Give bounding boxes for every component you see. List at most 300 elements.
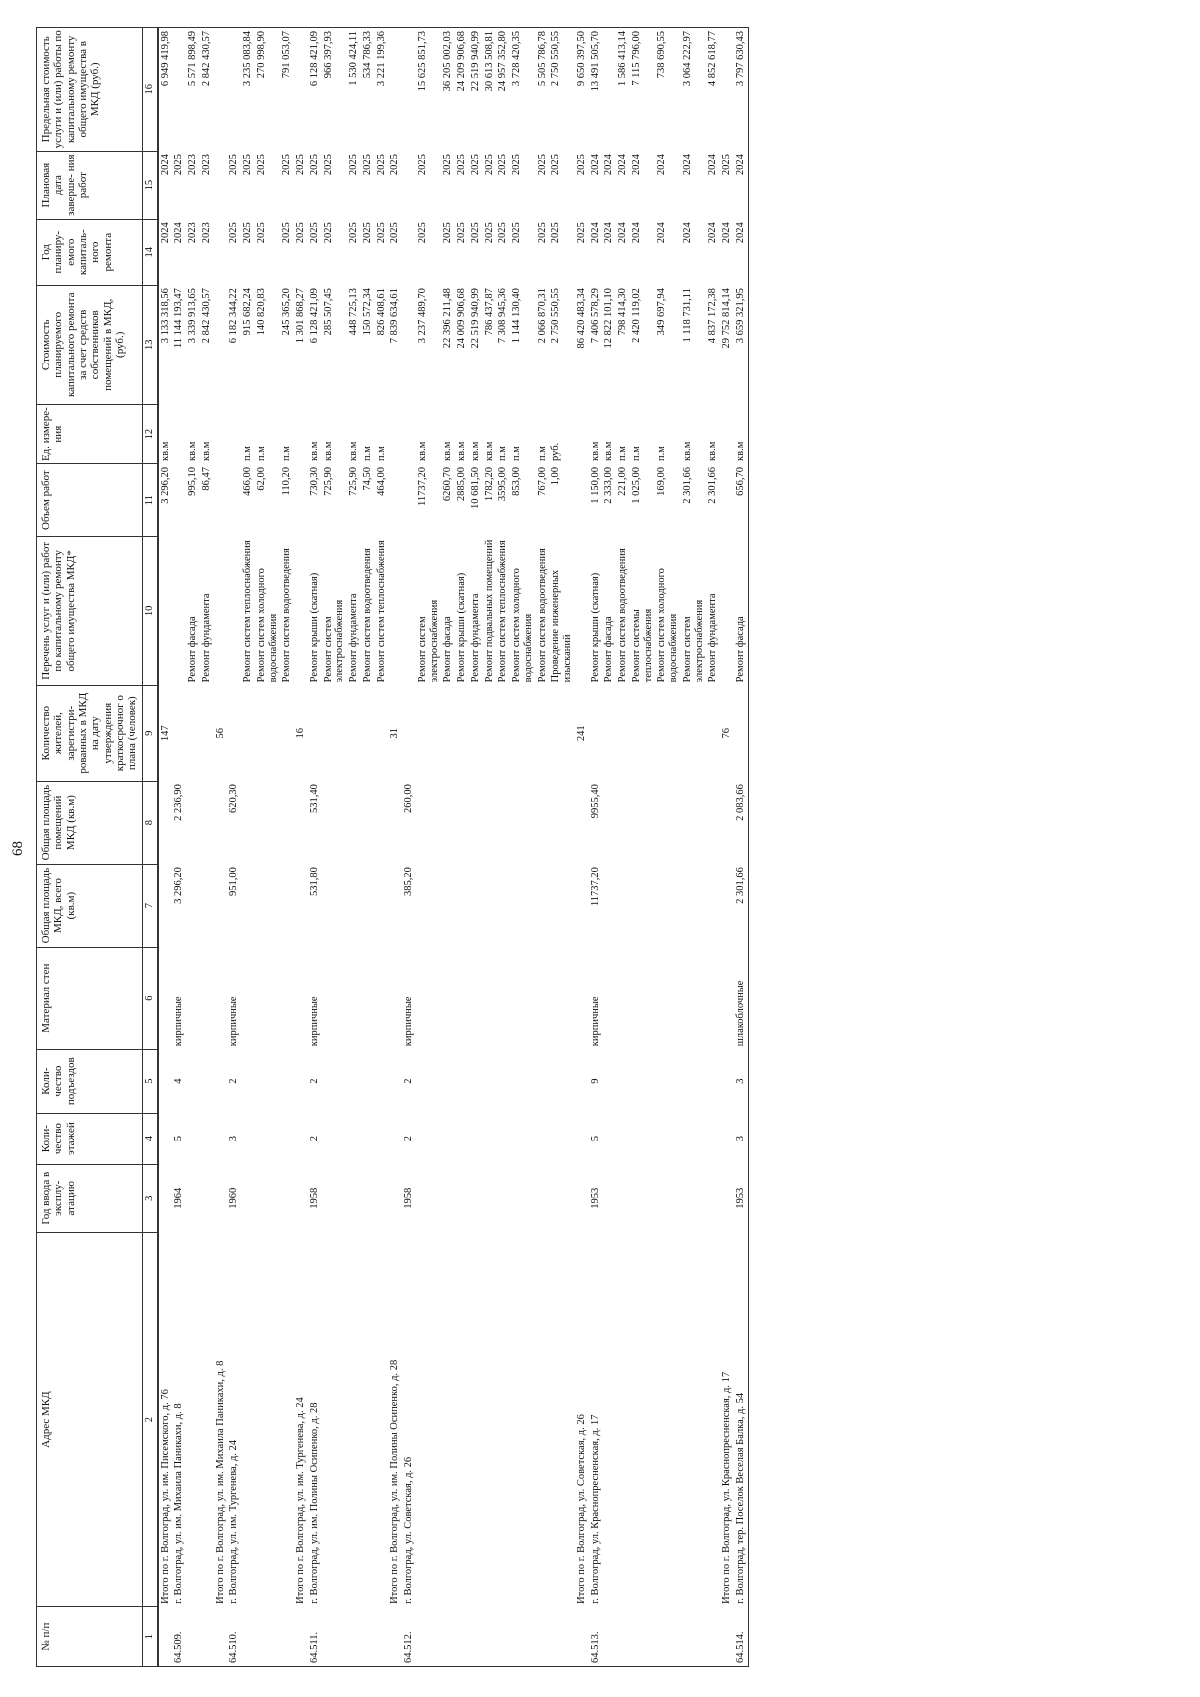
total-area-cell xyxy=(510,864,536,947)
year-built-cell xyxy=(549,1164,575,1232)
planned-cost-cell: 12 822 101,10 xyxy=(603,288,615,349)
floors-cell xyxy=(241,1113,255,1164)
floors-cell xyxy=(280,1113,294,1164)
completion-date-cell: 2025 xyxy=(536,154,548,176)
address-cell: г. Волгоград, ул. им. Михаила Паникахи, д. 8 xyxy=(173,1403,185,1604)
table-row xyxy=(402,28,416,1667)
planned-year-cell: 2024 xyxy=(603,222,615,244)
work-volume-cell: 1782,20 xyxy=(483,466,495,502)
row-number-cell: 64.509. xyxy=(172,1607,186,1667)
address-cell xyxy=(630,1232,656,1607)
planned-year-cell: 2025 xyxy=(511,222,522,244)
planned-cost-cell: 3 659 321,95 xyxy=(734,288,746,344)
entrances-cell: 3 xyxy=(734,1078,746,1084)
unit-cell: кв.м xyxy=(308,441,320,461)
floors-cell xyxy=(375,1113,389,1164)
address-cell: г. Волгоград, ул. Краснопресненская, д. 17 xyxy=(589,1414,601,1604)
residents-cell xyxy=(255,685,281,781)
column-number: 14 xyxy=(142,219,158,285)
planned-year-cell: 2025 xyxy=(389,222,401,244)
row-number-cell: 64.513. xyxy=(589,1607,603,1667)
table-row xyxy=(186,28,200,1667)
total-row xyxy=(294,28,308,1667)
year-built-cell xyxy=(630,1164,656,1232)
address-cell xyxy=(496,1232,510,1607)
floors-cell xyxy=(347,1113,361,1164)
planned-cost-cell: 826 408,61 xyxy=(375,288,387,336)
table-row xyxy=(630,28,656,1667)
unit-cell xyxy=(388,404,402,464)
wall-material-cell xyxy=(681,947,707,1049)
year-built-cell xyxy=(455,1164,469,1232)
floors-cell: 5 xyxy=(173,1136,185,1142)
planned-cost-cell: 24 009 906,68 xyxy=(456,288,467,349)
work-item-cell: Ремонт систем электроснабжения xyxy=(681,599,705,683)
row-number-cell: 64.510. xyxy=(227,1607,241,1667)
total-area-cell xyxy=(361,864,375,947)
address-cell xyxy=(441,1232,455,1607)
floors-cell xyxy=(388,1113,402,1164)
table-row xyxy=(655,28,681,1667)
floors-cell xyxy=(322,1113,348,1164)
column-number-row xyxy=(142,28,158,1667)
header-cell: Год планиру- емого капиталь- ного ремонта xyxy=(37,219,143,285)
header-cell: Материал стен xyxy=(37,947,143,1049)
completion-date-cell: 2025 xyxy=(456,154,467,176)
row-number-cell xyxy=(241,1607,255,1667)
year-built-cell xyxy=(655,1164,681,1232)
residents-cell xyxy=(630,685,656,781)
header-cell: Количество жителей, зарегистри- рованных в МКД на дату утверждения краткосрочног о плана (человек) xyxy=(37,685,143,781)
planned-cost-cell: 86 420 483,34 xyxy=(575,288,587,349)
address-cell: Итого по г. Волгоград, ул. им. Тургенева, д. 24 xyxy=(295,1397,306,1604)
address-cell xyxy=(186,1232,200,1607)
residents-cell xyxy=(589,685,603,781)
planned-year-cell: 2024 xyxy=(173,222,185,244)
premises-area-cell: 9955,40 xyxy=(589,784,601,819)
residents-cell xyxy=(241,685,255,781)
completion-date-cell: 2025 xyxy=(721,154,732,176)
planned-year-cell: 2025 xyxy=(456,222,467,244)
entrances-cell: 2 xyxy=(403,1078,414,1084)
completion-date-cell: 2024 xyxy=(707,154,719,176)
entrances-cell xyxy=(388,1049,402,1113)
total-area-cell xyxy=(706,864,720,947)
wall-material-cell xyxy=(441,947,455,1049)
unit-cell xyxy=(227,404,241,464)
residents-cell xyxy=(706,685,720,781)
row-number-cell xyxy=(706,1607,720,1667)
work-volume-cell: 995,10 xyxy=(187,466,198,496)
work-volume-cell: 1 150,00 xyxy=(589,466,601,504)
column-number: 5 xyxy=(142,1049,158,1113)
max-cost-cell: 3 221 199,36 xyxy=(375,28,389,152)
wall-material-cell: кирпичные xyxy=(308,996,320,1047)
residents-cell xyxy=(616,685,630,781)
work-volume-cell: 11737,20 xyxy=(416,466,428,506)
planned-year-cell: 2024 xyxy=(681,222,693,244)
wall-material-cell xyxy=(158,947,173,1049)
total-area-cell: 11737,20 xyxy=(589,867,601,907)
completion-date-cell: 2025 xyxy=(228,154,240,176)
completion-date-cell: 2025 xyxy=(173,154,185,176)
planned-year-cell: 2025 xyxy=(416,222,428,244)
year-built-cell xyxy=(186,1164,200,1232)
page-number: 68 xyxy=(10,841,26,856)
max-cost-cell: 1 530 424,11 xyxy=(347,28,361,152)
planned-year-cell: 2025 xyxy=(322,222,334,244)
entrances-cell xyxy=(214,1049,228,1113)
completion-date-cell: 2025 xyxy=(416,154,428,176)
premises-area-cell xyxy=(200,781,214,864)
row-number-cell xyxy=(294,1607,308,1667)
wall-material-cell: кирпичные xyxy=(228,996,240,1047)
floors-cell xyxy=(416,1113,442,1164)
planned-year-cell: 2025 xyxy=(308,222,320,244)
entrances-cell xyxy=(200,1049,214,1113)
work-item-cell: Ремонт крыши (скатная) xyxy=(456,572,467,683)
work-item-cell: Ремонт систем холодного водоснабжения xyxy=(255,568,279,683)
residents-cell xyxy=(536,685,550,781)
total-area-cell xyxy=(280,864,294,947)
address-cell xyxy=(483,1232,497,1607)
residents-cell xyxy=(361,685,375,781)
column-number: 13 xyxy=(142,285,158,404)
total-area-cell xyxy=(241,864,255,947)
completion-date-cell: 2025 xyxy=(469,154,481,176)
unit-cell: кв.м xyxy=(322,441,334,461)
row-number-cell xyxy=(214,1607,228,1667)
planned-cost-cell: 6 128 421,09 xyxy=(308,288,320,344)
work-item-cell: Ремонт систем водоотведения xyxy=(361,548,373,683)
total-area-cell xyxy=(681,864,707,947)
max-cost-cell: 3 728 420,35 xyxy=(510,28,536,152)
entrances-cell xyxy=(322,1049,348,1113)
address-cell xyxy=(549,1232,575,1607)
unit-cell xyxy=(402,404,416,464)
total-area-cell: 2 301,66 xyxy=(734,867,746,904)
planned-cost-cell: 448 725,13 xyxy=(348,288,359,336)
row-number-cell xyxy=(496,1607,510,1667)
residents-cell xyxy=(734,685,748,781)
table-row xyxy=(172,28,186,1667)
max-cost-cell: 24 957 352,80 xyxy=(496,28,510,152)
year-built-cell xyxy=(361,1164,375,1232)
total-area-cell: 3 296,20 xyxy=(173,867,185,904)
planned-cost-cell: 7 839 634,61 xyxy=(389,288,401,344)
entrances-cell xyxy=(510,1049,536,1113)
wall-material-cell xyxy=(280,947,294,1049)
address-cell xyxy=(200,1232,214,1607)
wall-material-cell xyxy=(241,947,255,1049)
address-cell: Итого по г. Волгоград, ул. им. Полины Осипенко, д. 28 xyxy=(389,1359,401,1604)
completion-date-cell: 2023 xyxy=(200,154,212,176)
work-volume-cell: 2885,00 xyxy=(456,466,467,502)
max-cost-cell: 791 053,07 xyxy=(280,28,294,152)
wall-material-cell xyxy=(483,947,497,1049)
entrances-cell xyxy=(158,1049,173,1113)
premises-area-cell xyxy=(255,781,281,864)
total-area-cell xyxy=(549,864,575,947)
table-row xyxy=(510,28,536,1667)
table-row xyxy=(347,28,361,1667)
address-cell: г. Волгоград, тер. Поселок Веселая Балка, д. 54 xyxy=(734,1392,746,1604)
work-volume-cell: 3595,00 xyxy=(497,466,509,502)
planned-cost-cell: 349 697,94 xyxy=(656,288,668,336)
unit-cell xyxy=(172,404,186,464)
table-row xyxy=(308,28,322,1667)
completion-date-cell: 2025 xyxy=(389,154,401,176)
wall-material-cell xyxy=(536,947,550,1049)
work-item-cell: Ремонт фундамента xyxy=(348,593,359,683)
entrances-cell xyxy=(347,1049,361,1113)
year-built-cell xyxy=(616,1164,630,1232)
floors-cell xyxy=(549,1113,575,1164)
row-number-cell xyxy=(280,1607,294,1667)
work-volume-cell: 110,20 xyxy=(281,466,293,496)
address-cell: Итого по г. Волгоград, ул. Советская, д. 26 xyxy=(575,1414,587,1604)
header-cell: № п/п xyxy=(37,1607,143,1667)
work-volume-cell: 730,30 xyxy=(308,466,320,496)
unit-cell: кв.м xyxy=(707,441,719,461)
year-built-cell xyxy=(158,1164,173,1232)
unit-cell: кв.м xyxy=(456,441,467,461)
completion-date-cell: 2025 xyxy=(295,154,306,176)
work-volume-cell: 464,00 xyxy=(375,466,387,496)
column-number: 4 xyxy=(142,1113,158,1164)
address-cell: г. Волгоград, ул. им. Тургенева, д. 24 xyxy=(228,1439,240,1604)
wall-material-cell: кирпичные xyxy=(173,996,185,1047)
total-row xyxy=(575,28,589,1667)
planned-cost-cell xyxy=(214,285,228,404)
wall-material-cell xyxy=(510,947,536,1049)
floors-cell: 2 xyxy=(308,1136,320,1142)
max-cost-cell xyxy=(172,28,186,152)
unit-cell xyxy=(294,404,308,464)
planned-cost-cell: 3 133 318,56 xyxy=(159,288,171,344)
work-item-cell xyxy=(294,536,308,685)
work-item-cell xyxy=(388,536,402,685)
table-row xyxy=(227,28,241,1667)
max-cost-cell: 5 505 786,78 xyxy=(536,28,550,152)
year-built-cell: 1958 xyxy=(308,1187,320,1209)
residents-cell xyxy=(402,685,416,781)
completion-date-cell: 2025 xyxy=(255,154,267,176)
planned-year-cell: 2025 xyxy=(550,222,562,244)
table-row xyxy=(322,28,348,1667)
total-area-cell xyxy=(469,864,483,947)
row-number-cell xyxy=(361,1607,375,1667)
planned-year-cell: 2025 xyxy=(228,222,240,244)
year-built-cell xyxy=(280,1164,294,1232)
work-volume-cell: 1 025,00 xyxy=(630,466,642,504)
address-cell xyxy=(416,1232,442,1607)
table-row xyxy=(734,28,748,1667)
completion-date-cell xyxy=(214,151,228,219)
max-cost-cell: 15 625 851,73 xyxy=(416,28,442,152)
completion-date-cell: 2023 xyxy=(187,154,198,176)
residents-cell: 31 xyxy=(389,727,401,739)
work-item-cell xyxy=(402,536,416,685)
wall-material-cell xyxy=(200,947,214,1049)
max-cost-cell: 738 690,55 xyxy=(655,28,681,152)
floors-cell xyxy=(214,1113,228,1164)
wall-material-cell xyxy=(469,947,483,1049)
max-cost-cell: 36 205 002,03 xyxy=(441,28,455,152)
address-cell xyxy=(361,1232,375,1607)
premises-area-cell xyxy=(241,781,255,864)
table-body xyxy=(158,28,749,1667)
wall-material-cell xyxy=(549,947,575,1049)
work-item-cell: Ремонт систем теплоснабжения xyxy=(375,540,387,683)
table-row xyxy=(602,28,616,1667)
column-number: 12 xyxy=(142,404,158,464)
planned-cost-cell: 786 437,87 xyxy=(483,288,495,336)
unit-cell: кв.м xyxy=(681,441,693,461)
premises-area-cell xyxy=(655,781,681,864)
completion-date-cell xyxy=(402,151,416,219)
residents-cell xyxy=(172,685,186,781)
column-number: 16 xyxy=(142,28,158,152)
max-cost-cell xyxy=(214,28,228,152)
residents-cell xyxy=(416,685,442,781)
table-row xyxy=(361,28,375,1667)
floors-cell xyxy=(158,1113,173,1164)
year-built-cell xyxy=(483,1164,497,1232)
completion-date-cell: 2025 xyxy=(550,154,562,176)
address-cell xyxy=(536,1232,550,1607)
completion-date-cell: 2024 xyxy=(617,154,628,176)
floors-cell xyxy=(200,1113,214,1164)
total-area-cell: 951,00 xyxy=(228,867,240,896)
row-number-cell xyxy=(441,1607,455,1667)
wall-material-cell xyxy=(255,947,281,1049)
unit-cell: кв.м xyxy=(187,441,198,461)
completion-date-cell: 2024 xyxy=(656,154,668,176)
work-volume-cell xyxy=(402,464,416,536)
entrances-cell xyxy=(483,1049,497,1113)
work-item-cell xyxy=(214,536,228,685)
column-number: 3 xyxy=(142,1164,158,1232)
row-number-cell xyxy=(469,1607,483,1667)
total-row xyxy=(388,28,402,1667)
premises-area-cell xyxy=(347,781,361,864)
planned-cost-cell: 140 820,83 xyxy=(255,288,267,336)
planned-year-cell: 2024 xyxy=(721,222,732,244)
header-cell: Коли- чество подъездов xyxy=(37,1049,143,1113)
row-number-cell xyxy=(602,1607,616,1667)
premises-area-cell: 2 083,66 xyxy=(734,784,746,821)
premises-area-cell xyxy=(186,781,200,864)
work-volume-cell: 74,50 xyxy=(361,466,373,491)
planned-cost-cell: 1 301 868,27 xyxy=(295,288,306,344)
max-cost-cell: 2 750 550,55 xyxy=(549,28,575,152)
address-cell xyxy=(655,1232,681,1607)
planned-year-cell: 2024 xyxy=(589,222,601,244)
year-built-cell: 1964 xyxy=(173,1187,185,1209)
table-row xyxy=(536,28,550,1667)
floors-cell xyxy=(496,1113,510,1164)
header-cell: Плановая дата заверше- ния работ xyxy=(37,151,143,219)
premises-area-cell xyxy=(630,781,656,864)
residents-cell: 241 xyxy=(575,725,587,742)
entrances-cell xyxy=(575,1049,589,1113)
wall-material-cell xyxy=(388,947,402,1049)
header-cell: Предельная стоимость услуги и (или) работы по капитальному ремонту общего имущества в МКД (руб.) xyxy=(37,28,143,152)
entrances-cell xyxy=(455,1049,469,1113)
floors-cell xyxy=(294,1113,308,1164)
work-volume-cell: 3 296,20 xyxy=(159,466,171,504)
unit-cell: п.м xyxy=(375,446,387,461)
address-cell: Итого по г. Волгоград, ул. им. Писемского, д. 76 xyxy=(159,1389,171,1604)
completion-date-cell: 2025 xyxy=(308,154,320,176)
work-item-cell xyxy=(172,536,186,685)
premises-area-cell xyxy=(455,781,469,864)
floors-cell xyxy=(706,1113,720,1164)
total-area-cell xyxy=(255,864,281,947)
planned-year-cell: 2025 xyxy=(483,222,495,244)
unit-cell: п.м xyxy=(656,446,668,461)
completion-date-cell: 2024 xyxy=(589,154,601,176)
residents-cell xyxy=(227,685,241,781)
floors-cell xyxy=(186,1113,200,1164)
planned-cost-cell: 22 519 940,99 xyxy=(469,288,481,349)
address-cell xyxy=(602,1232,616,1607)
premises-area-cell xyxy=(483,781,497,864)
residents-cell xyxy=(375,685,389,781)
completion-date-cell: 2025 xyxy=(575,154,587,176)
year-built-cell xyxy=(681,1164,707,1232)
total-area-cell xyxy=(630,864,656,947)
table-row xyxy=(200,28,214,1667)
premises-area-cell xyxy=(616,781,630,864)
table-row xyxy=(616,28,630,1667)
total-row xyxy=(158,28,173,1667)
table-row xyxy=(483,28,497,1667)
address-cell xyxy=(469,1232,483,1607)
unit-cell: кв.м xyxy=(416,441,428,461)
year-built-cell: 1953 xyxy=(589,1187,601,1209)
total-area-cell xyxy=(496,864,510,947)
max-cost-cell xyxy=(402,28,416,152)
unit-cell: п.м xyxy=(617,446,628,461)
header-cell: Общая площадь помещений МКД (кв.м) xyxy=(37,781,143,864)
year-built-cell xyxy=(322,1164,348,1232)
residents-cell xyxy=(602,685,616,781)
work-volume-cell: 10 681,50 xyxy=(469,466,481,509)
residents-cell xyxy=(200,685,214,781)
completion-date-cell: 2025 xyxy=(348,154,359,176)
work-item-cell: Ремонт систем водоотведения xyxy=(617,548,628,683)
unit-cell: кв.м xyxy=(200,441,212,461)
planned-cost-cell: 150 572,34 xyxy=(361,288,373,336)
work-item-cell: Ремонт систем электроснабжения xyxy=(416,599,440,683)
work-volume-cell xyxy=(227,464,241,536)
premises-area-cell xyxy=(536,781,550,864)
wall-material-cell xyxy=(616,947,630,1049)
max-cost-cell: 1 586 413,14 xyxy=(616,28,630,152)
unit-cell: п.м xyxy=(281,446,293,461)
entrances-cell xyxy=(496,1049,510,1113)
unit-cell xyxy=(214,404,228,464)
work-item-cell: Ремонт систем водоотведения xyxy=(281,548,293,683)
total-area-cell xyxy=(416,864,442,947)
work-item-cell: Ремонт фундамента xyxy=(200,593,212,683)
planned-year-cell xyxy=(214,219,228,285)
header-cell: Объем работ xyxy=(37,464,143,536)
max-cost-cell xyxy=(388,28,402,152)
completion-date-cell: 2024 xyxy=(734,154,746,176)
